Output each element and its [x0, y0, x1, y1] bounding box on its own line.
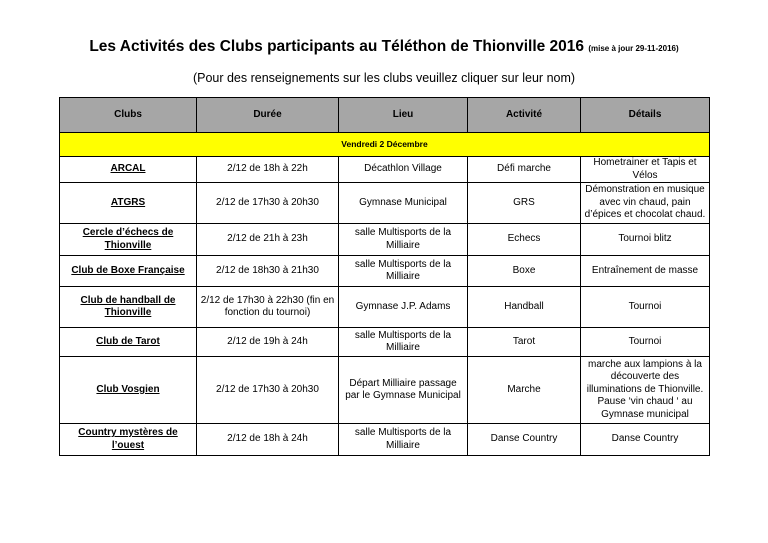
update-note: (mise à jour 29-11-2016) [588, 44, 679, 53]
col-header-clubs: Clubs [60, 98, 197, 133]
activite-cell: Danse Country [468, 424, 581, 456]
table-row [60, 183, 710, 224]
details-cell: Tournoi blitz [581, 224, 710, 256]
club-link-atgrs[interactable]: ATGRS [60, 183, 197, 224]
club-link-arcal[interactable]: ARCAL [60, 157, 197, 183]
duree-cell: 2/12 de 19h à 24h [197, 328, 339, 357]
duree-cell: 2/12 de 18h à 24h [197, 424, 339, 456]
table-row [60, 328, 710, 357]
duree-cell: 2/12 de 18h à 22h [197, 157, 339, 183]
club-link-tarot[interactable]: Club de Tarot [60, 328, 197, 357]
lieu-cell: Décathlon Village [339, 157, 468, 183]
activite-cell: GRS [468, 183, 581, 224]
club-link-cercle-echecs[interactable]: Cercle d’échecs de Thionville [60, 224, 197, 256]
details-cell: Tournoi [581, 287, 710, 328]
details-cell: Entraînement de masse [581, 256, 710, 287]
duree-cell: 2/12 de 17h30 à 20h30 [197, 183, 339, 224]
activite-cell: Boxe [468, 256, 581, 287]
club-link-country[interactable]: Country mystères de l’ouest [60, 424, 197, 456]
club-link-boxe[interactable]: Club de Boxe Française [60, 256, 197, 287]
details-cell: Tournoi [581, 328, 710, 357]
col-header-lieu: Lieu [339, 98, 468, 133]
activite-cell: Echecs [468, 224, 581, 256]
activite-cell: Tarot [468, 328, 581, 357]
day-label: Vendredi 2 Décembre [60, 133, 710, 157]
page-subtitle: (Pour des renseignements sur les clubs veuillez cliquer sur leur nom) [192, 71, 576, 85]
lieu-cell: Gymnase Municipal [339, 183, 468, 224]
duree-cell: 2/12 de 18h30 à 21h30 [197, 256, 339, 287]
table-row [60, 157, 710, 183]
table-row [60, 287, 710, 328]
col-header-activite: Activité [468, 98, 581, 133]
table-row [60, 224, 710, 256]
page-title [0, 38, 768, 56]
details-cell: Danse Country [581, 424, 710, 456]
day-row [60, 133, 710, 157]
details-cell: Hometrainer et Tapis et Vélos [581, 157, 710, 183]
details-cell: marche aux lampions à la découverte des illuminations de Thionville. Pause ‘vin chaud ‘ au Gymnase municipal [581, 357, 710, 424]
lieu-cell: salle Multisports de la Milliaire [339, 328, 468, 357]
lieu-cell: Départ Milliaire passage par le Gymnase Municipal [339, 357, 468, 424]
activite-cell: Marche [468, 357, 581, 424]
title-text: Les Activités des Clubs participants au Téléthon de Thionville 2016 [89, 38, 585, 55]
duree-cell: 2/12 de 17h30 à 20h30 [197, 357, 339, 424]
table-row [60, 256, 710, 287]
club-link-vosgien[interactable]: Club Vosgien [60, 357, 197, 424]
lieu-cell: salle Multisports de la Milliaire [339, 424, 468, 456]
club-link-handball[interactable]: Club de handball de Thionville [60, 287, 197, 328]
col-header-details: Détails [581, 98, 710, 133]
lieu-cell: salle Multisports de la Milliaire [339, 224, 468, 256]
duree-cell: 2/12 de 21h à 23h [197, 224, 339, 256]
details-cell: Démonstration en musique avec vin chaud, pain d’épices et chocolat chaud. [581, 183, 710, 224]
col-header-duree: Durée [197, 98, 339, 133]
activite-cell: Défi marche [468, 157, 581, 183]
table-row [60, 424, 710, 456]
header-row [60, 98, 710, 133]
activite-cell: Handball [468, 287, 581, 328]
lieu-cell: salle Multisports de la Milliaire [339, 256, 468, 287]
lieu-cell: Gymnase J.P. Adams [339, 287, 468, 328]
table-row [60, 357, 710, 424]
duree-cell: 2/12 de 17h30 à 22h30 (fin en fonction du tournoi) [197, 287, 339, 328]
activities-table [59, 97, 710, 456]
